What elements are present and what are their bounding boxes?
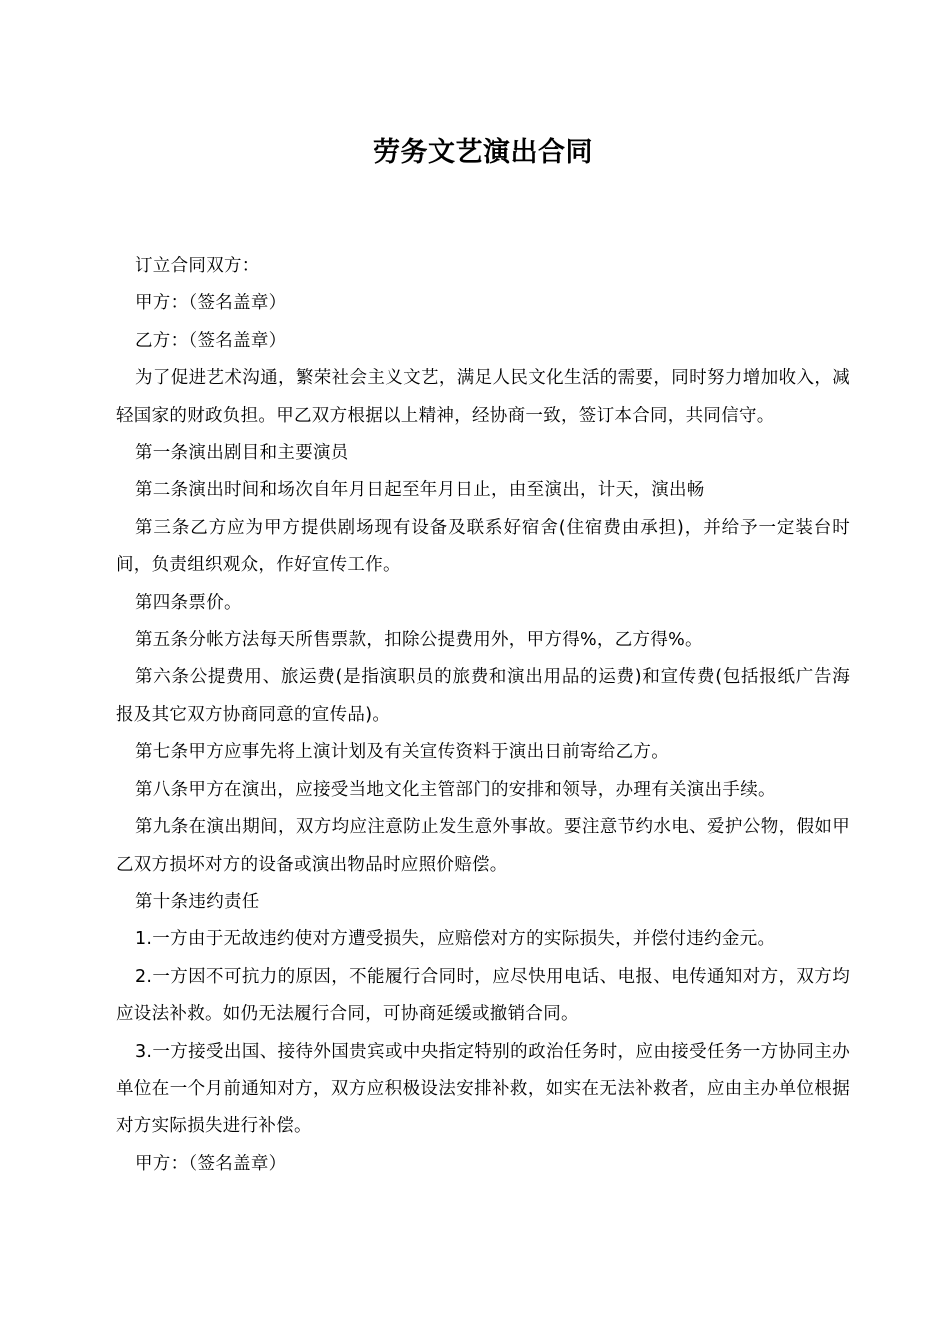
paragraph-clause-3: 3.一方接受出国、接待外国贵宾或中央指定特别的政治任务时，应由接受任务一方协同主办单位在一个月前通知对方，双方应积极设法安排补救，如实在无法补救者，应由主办单位根据对方实际损失进行补偿。: [116, 1041, 850, 1137]
paragraph-article-7: 第七条甲方应事先将上演计划及有关宣传资料于演出日前寄给乙方。: [135, 742, 669, 763]
paragraph-article-6: 第六条公提费用、旅运费(是指演职员的旅费和演出用品的运费)和宣传费(包括报纸广告海报及其它双方协商同意的宣传品)。: [116, 667, 850, 725]
paragraph-signature-party-a: 甲方：（签名盖章）: [135, 1153, 287, 1174]
paragraph-clause-2: 2.一方因不可抗力的原因，不能履行合同时，应尽快用电话、电报、电传通知对方，双方均应设法补救。如仍无法履行合同，可协商延缓或撤销合同。: [116, 966, 850, 1025]
paragraph-article-2: 第二条演出时间和场次自年月日起至年月日止，由至演出，计天，演出畅: [135, 480, 705, 501]
paragraph-article-8: 第八条甲方在演出，应接受当地文化主管部门的安排和领导，办理有关演出手续。: [135, 779, 776, 800]
paragraph-article-5: 第五条分帐方法每天所售票款，扣除公提费用外，甲方得%，乙方得%。: [135, 630, 703, 651]
paragraph-party-b: 乙方：（签名盖章）: [135, 330, 287, 351]
paragraph-clause-1: 1.一方由于无故违约使对方遭受损失，应赔偿对方的实际损失，并偿付违约金元。: [135, 929, 776, 950]
paragraph-article-10: 第十条违约责任: [135, 891, 260, 912]
paragraph-preamble: 为了促进艺术沟通，繁荣社会主义文艺，满足人民文化生活的需要，同时努力增加收入，减轻国家的财政负担。甲乙双方根据以上精神，经协商一致，签订本合同，共同信守。: [116, 368, 850, 426]
document-body: [116, 248, 850, 1183]
paragraph-party-a: 甲方：（签名盖章）: [135, 293, 287, 314]
paragraph-article-1: 第一条演出剧目和主要演员: [135, 443, 349, 464]
paragraph-parties-intro: 订立合同双方：: [135, 256, 260, 276]
paragraph-article-4: 第四条票价。: [135, 592, 242, 613]
document-title: 劳务文艺演出合同: [373, 137, 593, 168]
paragraph-article-3: 第三条乙方应为甲方提供剧场现有设备及联系好宿舍(住宿费由承担)，并给予一定装台时间，负责组织观众，作好宣传工作。: [116, 517, 850, 576]
paragraph-article-9: 第九条在演出期间，双方均应注意防止发生意外事故。要注意节约水电、爱护公物，假如甲乙双方损坏对方的设备或演出物品时应照价赔偿。: [116, 817, 850, 875]
